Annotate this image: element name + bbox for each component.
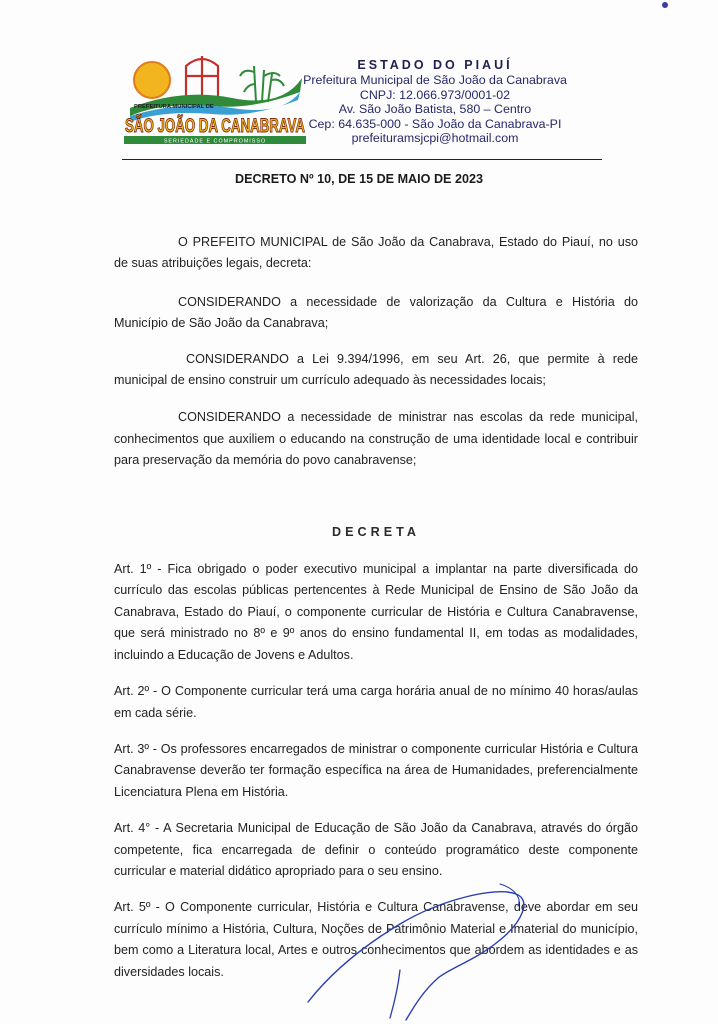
cnpj-line: CNPJ: 12.066.973/0001-02: [359, 87, 511, 102]
municipality-name: Prefeitura Municipal de São João da Canabrava: [303, 73, 567, 88]
cep-line: Cep: 64.635-000 - São João da Canabrava-PI: [308, 116, 562, 131]
state-name: ESTADO DO PIAUÍ: [357, 58, 513, 72]
article-3: Art. 3º - Os professores encarregados de ministrar o componente curricular História e Cultura Canabravense deverão ter formação específica na área de Humanidades, preferencialmente Licenciatura Plena em História.: [114, 741, 638, 799]
logo-top-text: PREFEITURA MUNICIPAL DE: [134, 104, 214, 110]
address-line: Av. São João Batista, 580 – Centro: [338, 102, 532, 117]
considerando-paragraph: CONSIDERANDO a necessidade de ministrar nas escolas da rede municipal, conhecimentos que auxiliem o educando na construção de uma identidade local e contribuir para preservação da memória do povo canabravense;: [114, 410, 638, 468]
article-2: Art. 2º - O Componente curricular terá uma carga horária anual de no mínimo 40 horas/aulas em cada série.: [114, 684, 638, 720]
preamble-paragraph: O PREFEITO MUNICIPAL de São João da Canabrava, Estado do Piauí, no uso de suas atribuições legais, decreta:: [114, 235, 638, 271]
logo-motto-text: SERIEDADE E COMPROMISSO: [163, 138, 267, 145]
ink-speck: [662, 2, 668, 8]
article-5: Art. 5º - O Componente curricular, História e Cultura Canabravense, deve abordar em seu currículo mínimo a História, Cultura, Noções de Patrimônio Material e Imaterial do município, bem como a Literatura local, Artes e outros conhecimentos que abordem as identidades e as diversidades locais.: [114, 900, 638, 979]
handwritten-signature: [300, 878, 540, 1024]
header-divider: [122, 159, 602, 160]
article-4: Art. 4° - A Secretaria Municipal de Educação de São João da Canabrava, através do órgão competente, fica encarregada de definir o conteúdo programático deste componente curricular e material didático apropriado para o seu ensino.: [114, 821, 638, 878]
decree-body: [114, 232, 638, 983]
considerando-paragraph: CONSIDERANDO a Lei 9.394/1996, em seu Art. 26, que permite à rede municipal de ensino construir um currículo adequado às necessidades locais;: [114, 351, 638, 388]
decreta-heading: DECRETA: [332, 524, 420, 539]
considerando-paragraph: CONSIDERANDO a necessidade de valorização da Cultura e História do Município de São João da Canabrava;: [114, 294, 638, 331]
logo-name-text: SÃO JOÃO DA CANABRAVA: [125, 116, 383, 137]
letterhead: [300, 58, 570, 145]
municipal-logo: [122, 52, 383, 148]
decree-title: DECRETO Nº 10, DE 15 DE MAIO DE 2023: [235, 172, 483, 186]
email-line: prefeituramsjcpi@hotmail.com: [351, 131, 519, 146]
article-1: Art. 1º - Fica obrigado o poder executivo municipal a implantar na parte diversificada do currículo das escolas públicas pertencentes à Rede Municipal de Ensino de São João da Canabrava, Estado do Piauí, o componente curricular de História e Cultura Canabravense, que será ministrado no 8º e 9º anos do ensino fundamental II, em todas as modalidades, incluindo a Educação de Jovens e Adultos.: [114, 562, 638, 662]
